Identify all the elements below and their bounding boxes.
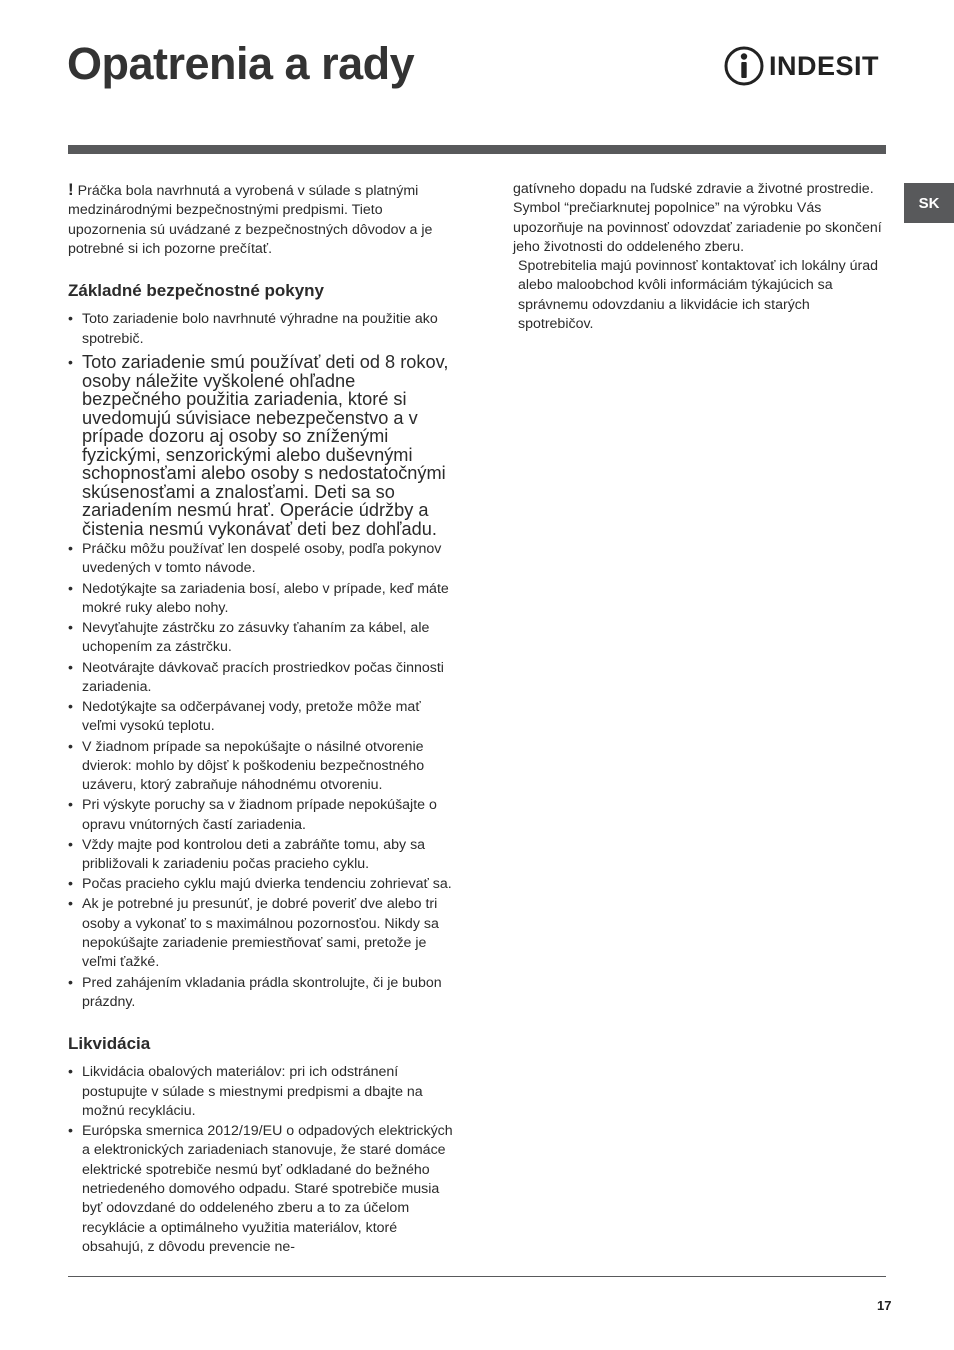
- header-divider-bar: [68, 145, 886, 154]
- footer-divider: [68, 1276, 886, 1277]
- list-item: • Vždy majte pod kontrolou deti a zabráňte tomu, aby sa približovali k zariadeniu počas pracieho cyklu.: [68, 836, 458, 875]
- disposal-heading: Likvidácia: [68, 1034, 151, 1054]
- list-item: • Počas pracieho cyklu majú dvierka tendenciu zohrievať sa.: [68, 875, 458, 894]
- list-item: • Nedotýkajte sa odčerpávanej vody, pretože môže mať veľmi vysokú teplotu.: [68, 698, 458, 737]
- brand-name: INDESIT: [769, 50, 880, 81]
- list-item: • Nevyťahujte zástrčku zo zásuvky ťahaním za kábel, ale uchopením za zástrčku.: [68, 619, 458, 658]
- list-item: • Európska smernica 2012/19/EU o odpadových elektrických a elektronických zariadeniach stanovuje, že staré domáce elektrické spotrebiče nesmú byť odkladané do bežného netriedeného domového odpadu. Staré spotrebiče musia byť odovzdané do oddeleného zberu a to za účelom recyklácie a optimálneho využitia materiálov, ktoré obsahujú, z dôvodu prevencie ne-: [68, 1122, 458, 1257]
- list-item: • Pred zahájením vkladania prádla skontrolujte, či je bubon prázdny.: [68, 974, 458, 1013]
- continuation-paragraph: gatívneho dopadu na ľudské zdravie a životné prostredie. Symbol “prečiarknutej popolnice” na výrobku Vás upozorňuje na povinnosť odovzdať zariadenie po skončení jeho životnosti do oddeleného zberu.: [513, 181, 882, 255]
- list-item: • Práčku môžu používať len dospelé osoby, podľa pokynov uvedených v tomto návode.: [68, 540, 458, 579]
- list-item: • Neotvárajte dávkovač pracích prostriedkov počas činnosti zariadenia.: [68, 659, 458, 698]
- safety-heading: Základné bezpečnostné pokyny: [68, 281, 325, 301]
- list-item: • Ak je potrebné ju presunúť, je dobré poveriť dve alebo tri osoby a vykonať to s maximálnou pozornosťou. Nikdy sa nepokúšajte zariadenie premiestňovať sami, pretože je veľmi ťažké.: [68, 895, 458, 972]
- safety-list: [68, 310, 458, 1012]
- page-title: Opatrenia a rady: [67, 38, 415, 89]
- language-tab: SK: [904, 183, 954, 223]
- consumer-note-paragraph: Spotrebitelia majú povinnosť kontaktovať ich lokálny úrad alebo maloobchod kvôli informáciám týkajúcich sa správnemu odovzdaniu a likvidácie ich starých spotrebičov.: [518, 258, 879, 333]
- list-item-children-warning: • Toto zariadenie smú používať deti od 8 rokov, osoby náležite vyškolené ohľadne bezpečného použitia zariadenia, ktoré si uvedomujú súvisiace nebezpečenstvo a v prípade dozoru aj osoby so zníženými fyzickými, senzorickými alebo duševnými schopnosťami alebo osoby s nedostatočnými skúsenosťami a znalosťami. Deti sa so zariadením nesmú hrať. Operácie údržby a čistenia nesmú vykonávať deti bez dohľadu.: [68, 353, 458, 538]
- warning-mark-icon: !: [68, 180, 74, 199]
- intro-paragraph: [68, 180, 458, 259]
- list-item: • Nedotýkajte sa zariadenia bosí, alebo v prípade, keď máte mokré ruky alebo nohy.: [68, 580, 458, 619]
- intro-text: Práčka bola navrhnutá a vyrobená v súlade s platnými medzinárodnými bezpečnostnými predpismi. Tieto upozornenia sú uvádzané z bezpečnostných dôvodov a je potrebné si ich pozorne prečítať.: [68, 183, 433, 257]
- page-number: 17: [877, 1298, 892, 1313]
- list-item: • Pri výskyte poruchy sa v žiadnom prípade nepokúšajte o opravu vnútorných častí zariadenia.: [68, 796, 458, 835]
- left-column: [68, 180, 458, 1258]
- list-item: • V žiadnom prípade sa nepokúšajte o násilné otvorenie dvierok: mohlo by dôjsť k poškodeniu bezpečnostného uzáveru, ktorý zabraňuje náhodnému otvoreniu.: [68, 738, 458, 796]
- right-column: [513, 180, 883, 334]
- list-item: • Toto zariadenie bolo navrhnuté výhradne na použitie ako spotrebič.: [68, 310, 458, 349]
- indesit-logo: [723, 44, 879, 88]
- list-item: • Likvidácia obalových materiálov: pri ich odstránení postupujte v súlade s miestnymi predpismi a dbajte na možnú recykláciu.: [68, 1063, 458, 1121]
- indesit-info-icon: [723, 45, 765, 87]
- disposal-list: [68, 1063, 458, 1257]
